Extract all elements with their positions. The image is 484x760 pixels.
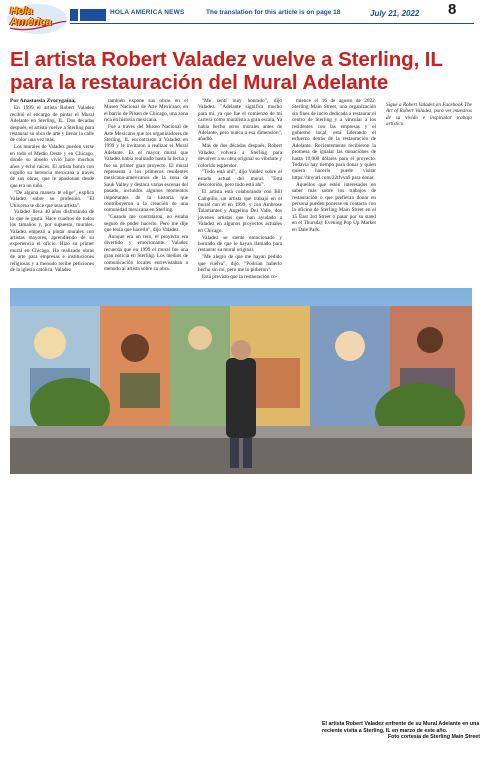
- article-column-3: [198, 98, 282, 282]
- page-number: 8: [448, 1, 457, 18]
- publication-name: HOLA AMERICA NEWS: [110, 9, 185, 16]
- paragraph: En 1999 el artista Robert Valadez recibió el encargo de pintar el Mural Adelante en Sterling, IL. Dos décadas después, el artista vuelve a Sterling para restaurar su obra de arte y llenar la calle de color una vez más.: [10, 105, 94, 144]
- article-photo: [10, 288, 480, 741]
- article-body: [10, 98, 472, 282]
- social-follow-note: Sigue a Robert Valadez en Facebook The Art of Robert Valadez, para ver muestras de su vívido e inspirador trabajo artístico.: [386, 102, 472, 128]
- photo-caption: [318, 718, 484, 760]
- logo-wordmark: Hola América: [10, 5, 52, 28]
- hola-america-logo: [6, 2, 68, 36]
- article-column-2: [104, 98, 188, 282]
- issue-date: July 21, 2022: [370, 9, 420, 18]
- paragraph: Está previsto que la restauración co-: [202, 273, 278, 280]
- paragraph: "Todo está ahí", dijo Valdez sobre el estado actual del mural. "Está descolorido, pero todo está ahí".: [198, 169, 282, 189]
- paragraph: Aquellos que estén interesados en saber más sobre los trabajos de restauración o que prefieran donar en persona pueden ponerse en contacto con la oficina de Sterling Main Street en el 15 East 3rd Street o pasar por su stand en el Thursday Evening Pop Up Market en Dale Park.: [292, 181, 376, 233]
- paragraph: Valadez lleva 40 años disfrutando de lo que le gusta. Hace cuadros de todos los tamaños y, por supuesto, murales. Valadez empezó a pintar murales con artistas mayores, aprendiendo de su experiencia el oficio. Hizo su primer mural en Chicago. Ha realizado obras de arte para empresas e instituciones religiosas y a menudo recibe peticiones de la iglesia católica. Valadez: [10, 209, 94, 274]
- paragraph: "De alguna manera te elige", explica Valadez sobre su profesión. "El Universo te dice que seas artista".: [10, 189, 94, 209]
- header-accent-bar: [80, 9, 106, 21]
- article-headline: El artista Robert Valadez vuelve a Sterling, IL para la restauración del Mural Adelante: [10, 48, 443, 94]
- translation-note: The translation for this article is on page 18: [206, 9, 341, 16]
- header-accent-bar: [70, 9, 78, 21]
- paragraph: "Me alegro de que me hayan pedido que vuelva", dijo. "Podrían haberlo hecho sin mí, pero me lo pidieron".: [198, 254, 282, 274]
- mural-photo-image: [10, 288, 472, 474]
- paragraph: también expone sus obras en el Museo Nacional de Arte Mexicano, en el barrio de Pilsen de Chicago, una zona rica en historia mexicana.: [104, 98, 188, 124]
- paragraph: Valadez se siente emocionado y honrado de que le hayan llamado para restaurar su mural original.: [198, 234, 282, 254]
- caption-text: El artista Robert Valadez enfrente de su Mural Adelante en una reciente visita a Sterling, IL en marzo de este año.: [322, 721, 480, 734]
- paragraph: Los murales de Valadez pueden verse en todo el Medio Oeste y en Chicago, donde su abuelo vivió hace muchos años y echó raíces. El artista honra con orgullo su herencia mexicana a través de sus obras, que le apasionan desde que era un niño.: [10, 144, 94, 189]
- header-rule: [70, 23, 474, 24]
- paragraph: "Me sentí muy honrado", dijo Valadez. "Adelante significa mucho para mí, ya que fue el comienzo de mi carrera como muralista a gran escala. Ya había hecho otros murales antes de Adelante, pero nunca a esa dimensión", añadió.: [198, 98, 282, 143]
- paragraph: mience el 16 de agosto de 2022. Sterling Main Street, una organización sin fines de lucro dedicada a restaurar el centro de Sterling y a vincular a los residentes con las empresas y el gobierno local, está liderando el esfuerzo detrás de la restauración de Adelante. Recientemente recibieron la promesa de igualar las donaciones de hasta 10,000 dólares para el proyecto. Todavía hay tiempo para donar y quien quiera hacerlo puede visitar https://tinyurl.com/22tfvva9 para donar.: [292, 98, 376, 181]
- paragraph: Más de dos décadas después, Robert Valadez volverá a Sterling para devolver a su obra original su vibrante y colorido esplendor.: [198, 143, 282, 169]
- page-header: [0, 0, 480, 40]
- article-column-5: [386, 98, 472, 282]
- paragraph: El artista está colaborando con Bill Campillo, un artista que trabajó en el mural con él en 1999, y con Ambrose Talamantes y Angelina Del Valle, dos jóvenes artistas que han ayudado a Valadez en algunos proyectos actuales en Chicago.: [198, 189, 282, 234]
- paragraph: "Cuando me contrataron, no estaba seguro de poder hacerlo. Pero me dije que tenía que hacerlo", dijo Valadez.: [104, 214, 188, 234]
- article-byline: Por Anastassia Zvorygaina,: [10, 98, 76, 104]
- paragraph: Fue a través del Museo Nacional de Arte Mexicano que los organizadores de Sterling, IL encontraron a Valadez en 1999 y le invitaron a realizar el Mural Adelante. Es el mayor mural que Valadez había realizado hasta la fecha y fue su primer gran proyecto. El mural representa a los primeros residentes mexicano-americanos de la zona de Sauk Valley y destaca varias escenas del pasado, incluidos algunos momentos importantes de la historia que contribuyeron a la creación de una comunidad mexicana en Sterling.: [104, 124, 188, 214]
- paragraph: Aunque era un reto, el proyecto era divertido y emocionante. Valadez recuerda que en 1999 el mural fue una gran noticia en Sterling. Los medios de comunicación locales entrevistaban a menudo al artista sobre su obra.: [104, 234, 188, 273]
- photo-credit: Foto cortesía de Sterling Main Street: [387, 734, 480, 741]
- article-column-1: [10, 98, 94, 282]
- article-column-4: [292, 98, 376, 282]
- artist-figure: [226, 358, 256, 438]
